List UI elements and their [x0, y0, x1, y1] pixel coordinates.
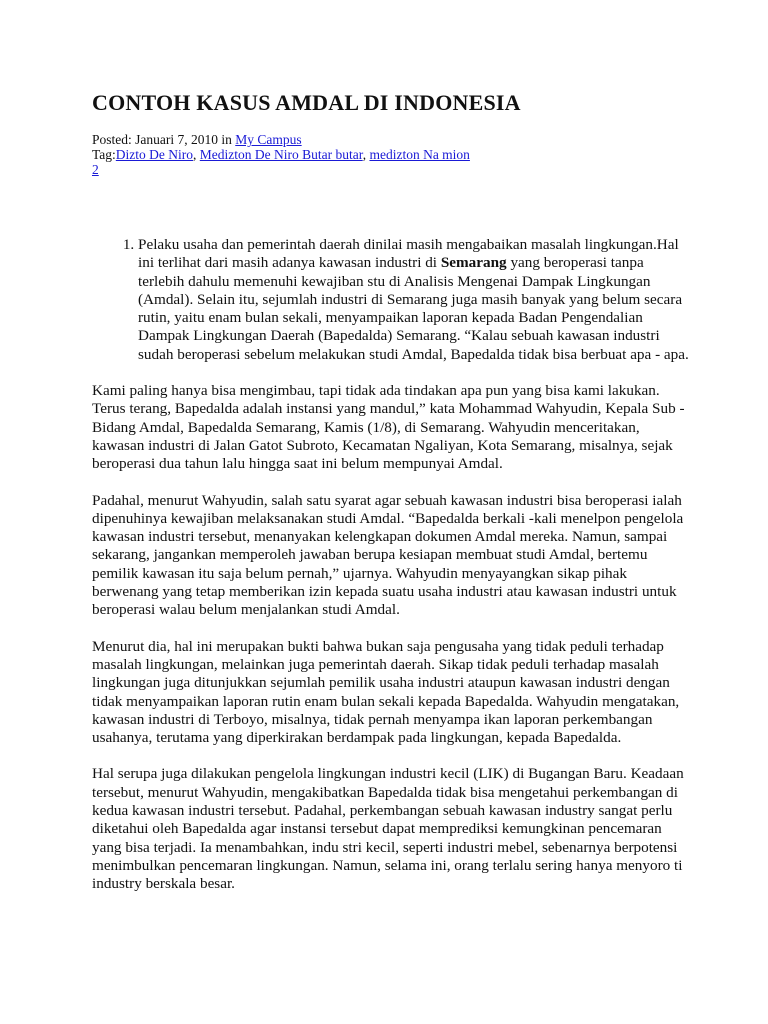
posted-prefix: Posted: Januari 7, 2010 in	[92, 132, 236, 147]
bold-location-text: Semarang	[440, 254, 507, 272]
tags-line	[92, 147, 692, 162]
comments-line	[92, 162, 692, 177]
article-title: CONTOH KASUS AMDAL DI INDONESIA	[92, 90, 521, 115]
tag-separator: ,	[362, 147, 370, 162]
list-item-text-start: Pelaku usaha dan pemerintah daerah dinilai masih mengabaikan masalah lingkungan.Hal ini terlihat dari masih adanya kawasan industri di	[138, 236, 679, 272]
paragraph-1: Kami paling hanya bisa mengimbau, tapi tidak ada tindakan apa pun yang bisa kami lakukan. Terus terang, Bapedalda adalah instansi yang mandul,” kata Mohammad Wahyudin, Kepala Sub -Bidang Amdal, Bapedalda Semarang, Kamis (1/8), di Semarang. Wahyudin menceritakan, kawasan industri di Jalan Gatot Subroto, Kecamatan Ngaliyan, Kota Semarang, misalnya, sejak beroperasi dua tahun lalu hingga saat ini belum mempunyai Amdal.	[92, 382, 685, 473]
article-body	[92, 236, 692, 894]
list-item-text-end: yang beroperasi tanpa terlebih dahulu memenuhi kewajiban stu di Analisis Mengenai Dampak Lingkungan (Amdal). Selain itu, sejumlah industri di Semarang juga masih banyak yang belum secara rutin, yaitu enam bulan sekali, menyampaikan laporan kepada Badan Pengendalian Dampak Lingkungan Daerah (Bapedalda) Semarang. “Kalau sebuah kawasan industri sudah beroperasi sebelum melakukan studi Amdal, Bapedalda tidak bisa berbuat apa - apa.	[138, 254, 689, 363]
paragraph-4: Hal serupa juga dilakukan pengelola lingkungan industri kecil (LIK) di Bugangan Baru. Keadaan tersebut, menurut Wahyudin, mengakibatkan Bapedalda tidak bisa mengetahui perkembangan di kedua kawasan industri tersebut. Padahal, perkembangan sebuah kawasan industry sangat perlu diketahui oleh Bapedalda agar instansi tersebut dapat memprediksi kemungkinan pencemaran yang bisa terjadi. Ia menambahkan, indu stri kecil, seperti industri mebel, sebenarnya berpotensi menimbulkan pencemaran lingkungan. Namun, selama ini, orang terlalu sering hanya menyoro ti industry berskala besar.	[92, 765, 684, 893]
post-meta	[92, 132, 692, 177]
tag-separator: ,	[193, 147, 200, 162]
numbered-list	[92, 236, 692, 364]
list-item	[138, 236, 692, 364]
tag-link-medizton-de-niro-butar-butar[interactable]: Medizton De Niro Butar butar	[199, 147, 363, 162]
tag-link-dizto-de-niro[interactable]: Dizto De Niro	[115, 147, 194, 162]
comment-count-link[interactable]: 2	[92, 162, 99, 177]
category-link[interactable]: My Campus	[235, 132, 302, 147]
document-page	[92, 88, 692, 894]
tag-link-medizton-na-mion[interactable]: medizton Na mion	[369, 147, 470, 162]
posted-line	[92, 132, 692, 147]
paragraph-2: Padahal, menurut Wahyudin, salah satu syarat agar sebuah kawasan industri bisa beroperasi ialah dipenuhinya kewajiban melaksanakan studi Amdal. “Bapedalda berkali -kali menelpon pengelola kawasan industri tersebut, menanyakan kelengkapan dokumen Amdal mereka. Namun, sampai sekarang, jangankan memperoleh jawaban berupa kesiapan membuat studi Amdal, bertemu pemilik kawasan itu saja belum pernah,” ujarnya. Wahyudin menyayangkan sikap pihak berwenang yang tetap memberikan izin kepada suatu usaha industri atau kawasan industri untuk beroperasi walau belum menjalankan studi Amdal.	[92, 491, 684, 619]
tag-prefix: Tag:	[92, 147, 116, 162]
paragraph-3: Menurut dia, hal ini merupakan bukti bahwa bukan saja pengusaha yang tidak peduli terhadap masalah lingkungan, melainkan juga pemerintah daerah. Sikap tidak peduli terhadap masalah lingkungan juga ditunjukkan sejumlah pemilik usaha industri ataupun kawasan industri dengan tidak menyampaikan laporan rutin enam bulan sekali kepada Bapedalda. Wahyudin mengatakan, kawasan industri di Terboyo, misalnya, tidak pernah menyampa ikan laporan perkembangan usahanya, terutama yang diperkirakan berdampak pada lingkungan, kepada Bapedalda.	[92, 637, 680, 747]
